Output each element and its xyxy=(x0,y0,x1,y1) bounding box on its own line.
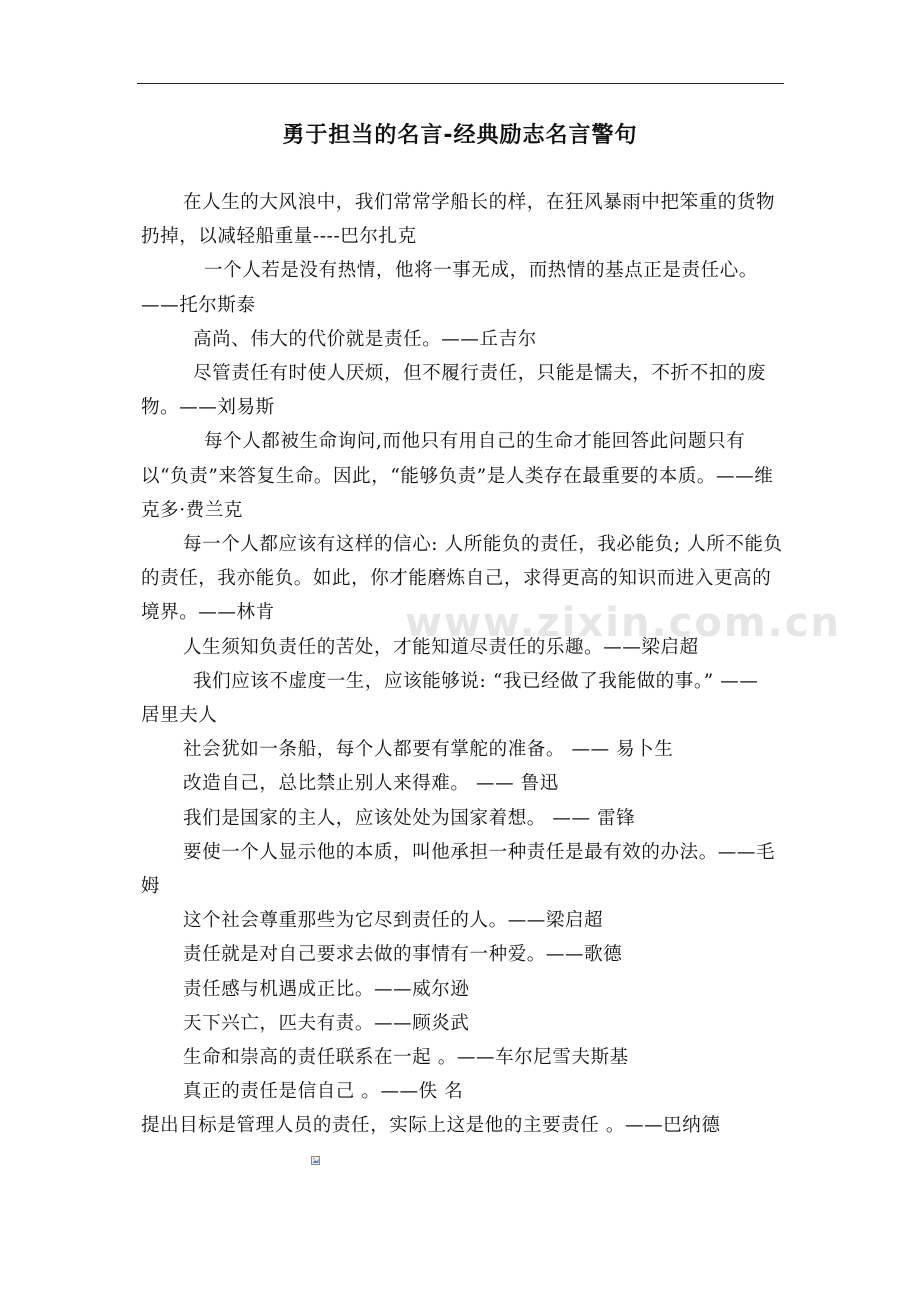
quote-anonymous: 真正的责任是信自己 。——佚 名 xyxy=(183,1081,464,1103)
quote-lincoln: 每一个人都应该有这样的信心: 人所能负的责任，我必能负; 人所不能负的责任，我亦能负。如此，你才能磨炼自己，求得更高的知识而进入更高的境界。——林肯 xyxy=(141,534,783,624)
small-image-icon xyxy=(311,1156,320,1165)
quote-lu-xun: 改造自己，总比禁止别人来得难。 —— 鲁迅 xyxy=(183,773,559,795)
quote-lewis: 尽管责任有时使人厌烦，但不履行责任，只能是懦夫，不折不扣的废物。——刘易斯 xyxy=(141,363,767,419)
header-rule xyxy=(137,83,784,84)
quote-balzac: 在人生的大风浪中，我们常常学船长的样，在狂风暴雨中把笨重的货物扔掉，以减轻船重量----巴尔扎克 xyxy=(141,192,776,248)
quote-maugham: 要使一个人显示他的本质，叫他承担一种责任是最有效的办法。——毛姆 xyxy=(141,841,776,898)
quote-barnard: 提出目标是管理人员的责任，实际上这是他的主要责任 。——巴纳德 xyxy=(141,1115,721,1137)
quote-ibsen: 社会犹如一条船，每个人都要有掌舵的准备。 —— 易卜生 xyxy=(183,739,674,761)
quote-liang-qichao-1: 人生须知负责任的苦处，才能知道尽责任的乐趣。——梁启超 xyxy=(183,636,699,658)
quote-frankl: 每个人都被生命询问,而他只有用自己的生命才能回答此问题只有以“负责”来答复生命。因此，“能够负责”是人类存在最重要的本质。——维克多·费兰克 xyxy=(141,431,774,521)
quote-curie: 我们应该不虚度一生，应该能够说: “我已经做了我能做的事。” —— 居里夫人 xyxy=(141,670,765,727)
quote-goethe: 责任就是对自己要求去做的事情有一种爱。——歌德 xyxy=(183,944,623,966)
quote-lei-feng: 我们是国家的主人，应该处处为国家着想。 —— 雷锋 xyxy=(183,807,636,829)
quote-list xyxy=(141,186,783,1144)
quote-wilson: 责任感与机遇成正比。——威尔逊 xyxy=(183,978,470,1000)
watermark: www.zixin.com.cn xyxy=(405,600,841,646)
quote-tolstoy: 一个人若是没有热情，他将一事无成，而热情的基点正是责任心。——托尔斯泰 xyxy=(141,260,758,316)
document-title: 勇于担当的名言-经典励志名言警句 xyxy=(282,123,638,148)
quote-liang-qichao-2: 这个社会尊重那些为它尽到责任的人。——梁启超 xyxy=(183,910,604,932)
quote-churchill: 高尚、伟大的代价就是责任。——丘吉尔 xyxy=(193,328,537,350)
quote-chernyshevsky: 生命和崇高的责任联系在一起 。——车尔尼雪夫斯基 xyxy=(183,1047,629,1069)
quote-gu-yanwu: 天下兴亡，匹夫有责。——顾炎武 xyxy=(183,1012,470,1034)
